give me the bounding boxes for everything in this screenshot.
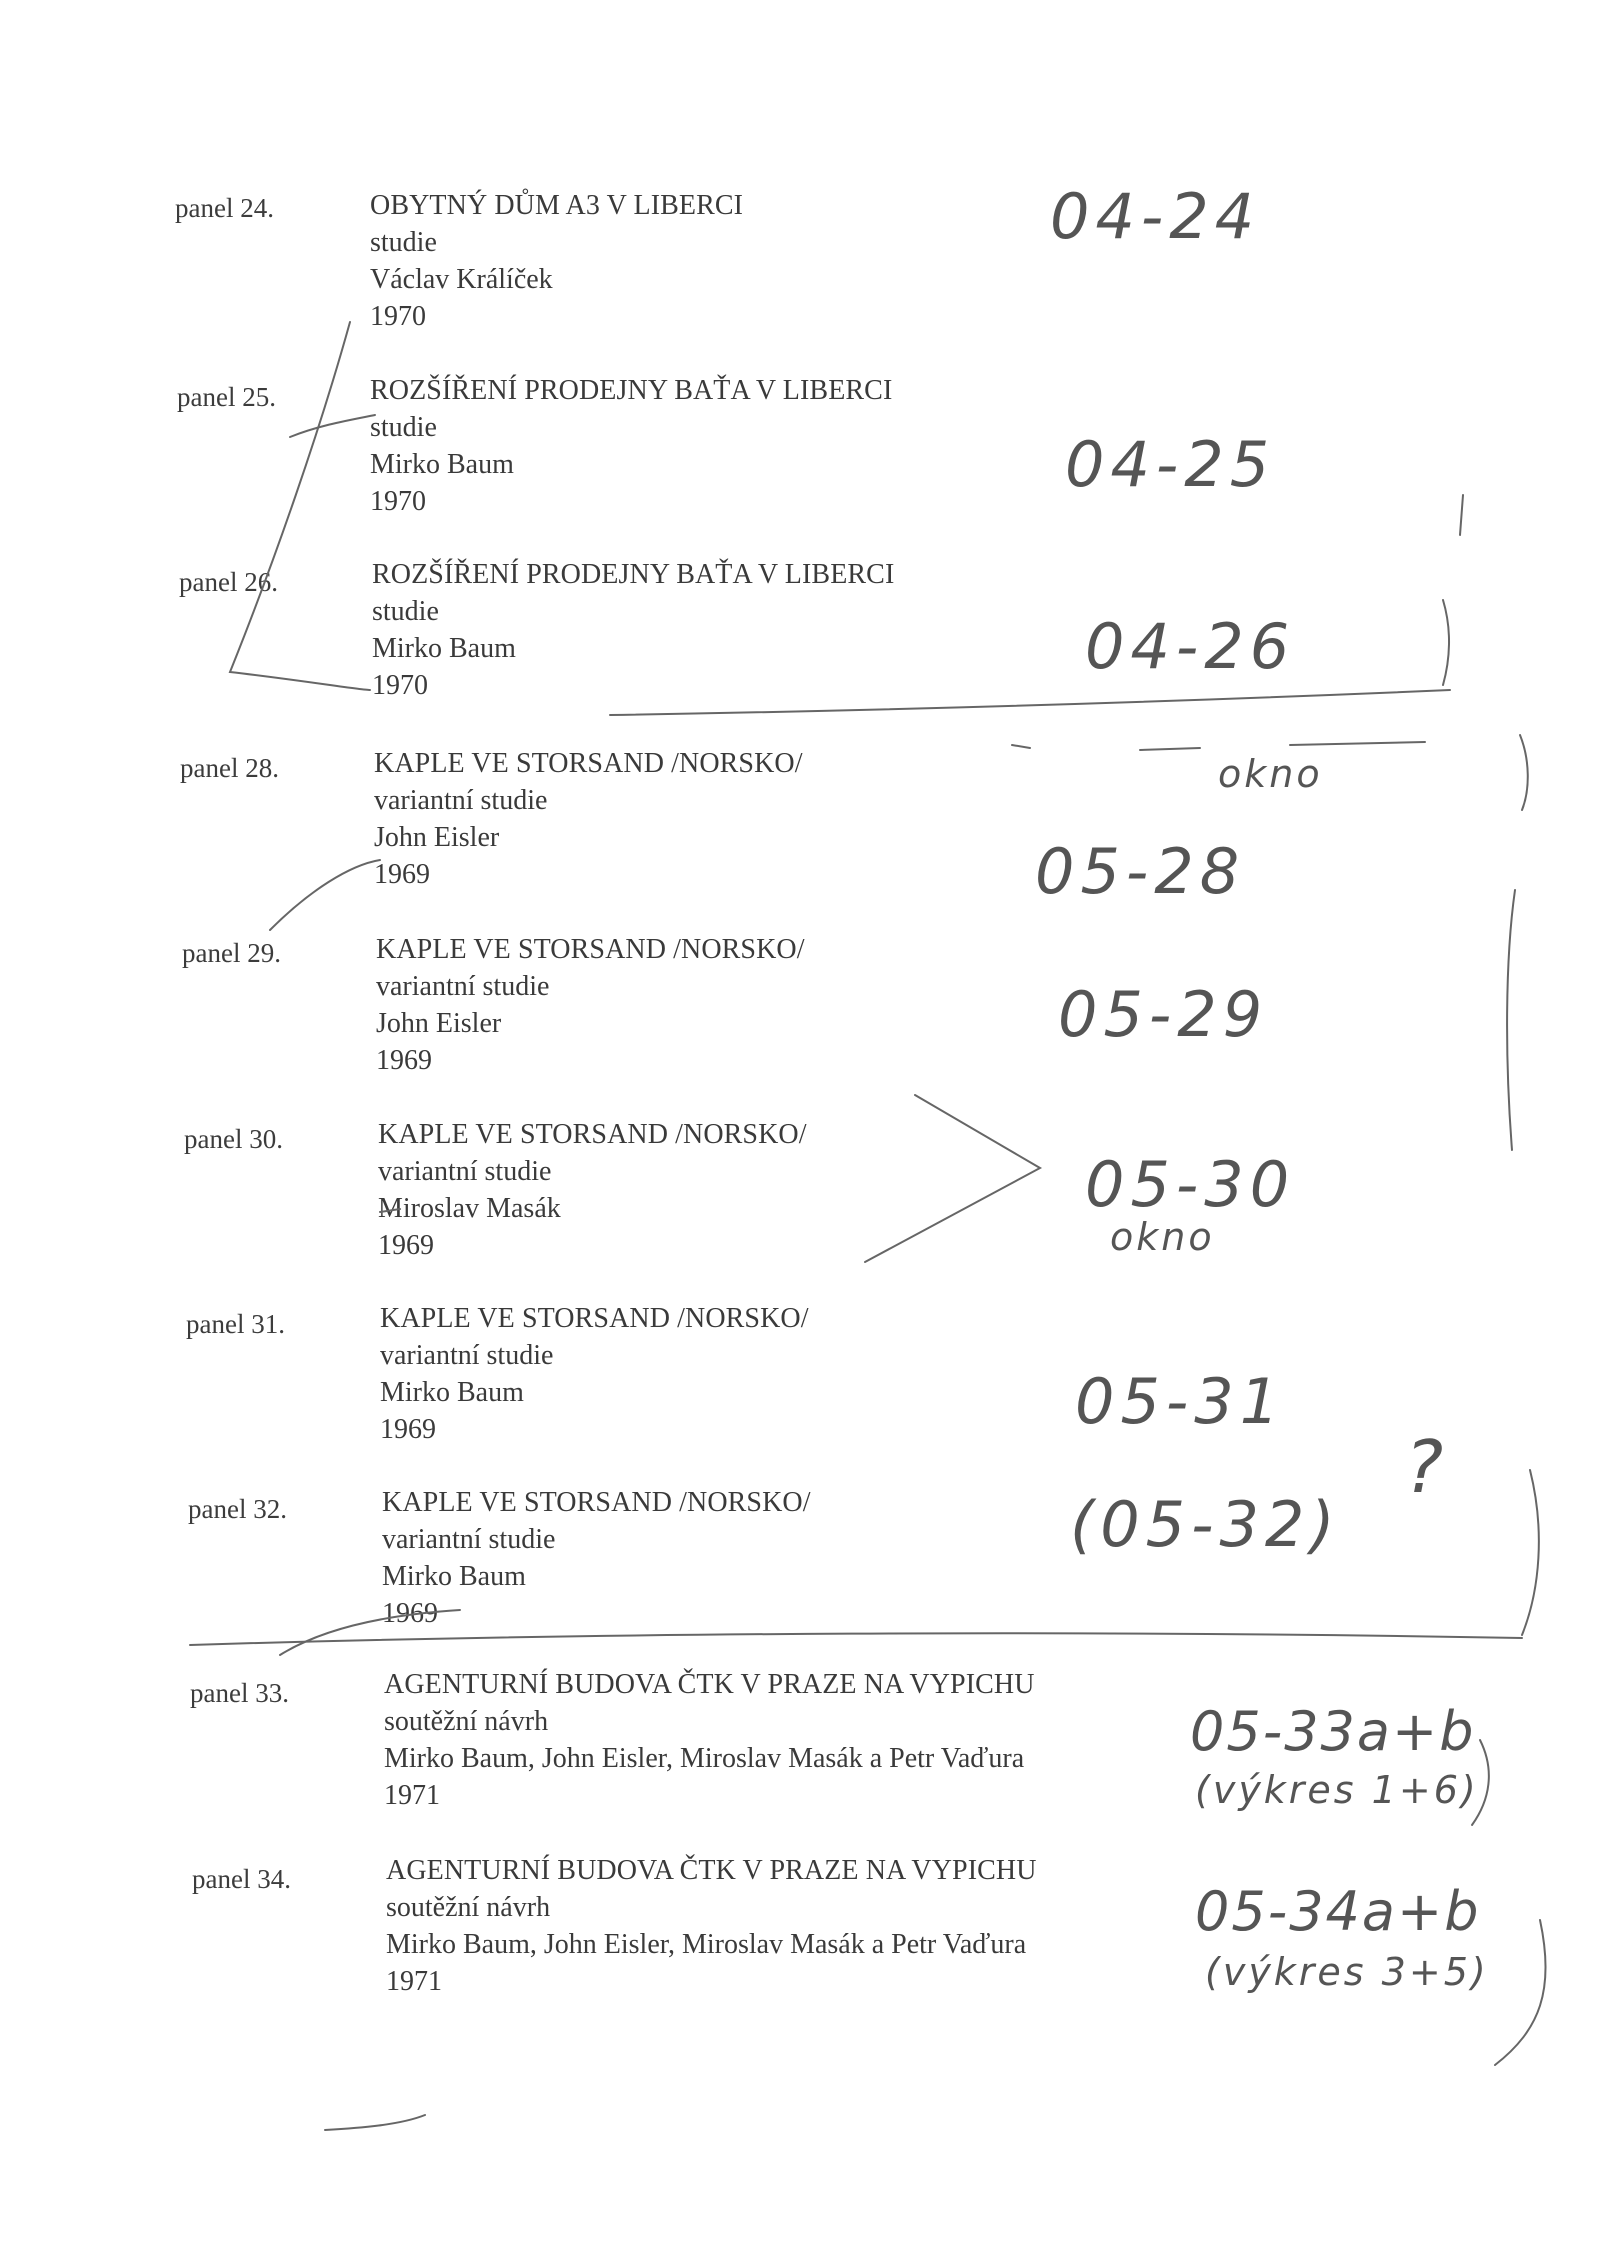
handwritten-code-25: 04-25 [1065, 428, 1276, 501]
handwritten-code-32: (05-32) [1070, 1488, 1341, 1561]
handwritten-code-29: 05-29 [1058, 978, 1269, 1051]
entry-year: 1971 [386, 1966, 442, 1997]
entry-year: 1971 [384, 1780, 440, 1811]
entry-year: 1970 [372, 670, 428, 701]
entry-title: KAPLE VE STORSAND /NORSKO/ [374, 748, 803, 779]
entry-type: soutěžní návrh [384, 1706, 549, 1737]
entry-type: variantní studie [374, 785, 548, 816]
entry-details [382, 1484, 811, 1632]
panel-number: panel 34. [192, 1864, 291, 1894]
handwritten-code-33: 05-33a+b [1190, 1700, 1476, 1763]
panel-number: panel 24. [175, 193, 274, 223]
panel-number: panel 26. [179, 567, 278, 597]
pencil-bracket-right-32 [1522, 1470, 1539, 1635]
panel-number: panel 33. [190, 1678, 289, 1708]
pencil-divider-32 [190, 1633, 1522, 1645]
panel-number: panel 29. [182, 938, 281, 968]
handwritten-question-mark: ? [1405, 1425, 1450, 1509]
entry-title: KAPLE VE STORSAND /NORSKO/ [382, 1487, 811, 1518]
entry-type: studie [370, 412, 437, 443]
entry-title: KAPLE VE STORSAND /NORSKO/ [378, 1119, 807, 1150]
handwritten-code-26: 04-26 [1085, 610, 1296, 683]
entry-details [374, 745, 803, 893]
pencil-tick-25 [290, 415, 375, 437]
entry-author: Mirko Baum [382, 1561, 526, 1592]
entry-author: Mirko Baum [372, 633, 516, 664]
entry-author: Václav Králíček [370, 264, 553, 295]
entry-year: 1969 [376, 1045, 432, 1076]
entry-author: Mirko Baum [370, 449, 514, 480]
entry-title: AGENTURNÍ BUDOVA ČTK V PRAZE NA VYPICHU [386, 1855, 1037, 1886]
entry-author: Mirko Baum [380, 1377, 524, 1408]
entry-year: 1969 [380, 1414, 436, 1445]
entry-type: studie [370, 227, 437, 258]
entry-type: variantní studie [382, 1524, 556, 1555]
pencil-tick-right-25 [1460, 495, 1463, 535]
entry-title: ROZŠÍŘENÍ PRODEJNY BAŤA V LIBERCI [370, 375, 893, 406]
pencil-dash-2 [1140, 748, 1200, 750]
handwritten-code-30: 05-30 [1085, 1148, 1296, 1221]
entry-author: John Eisler [374, 822, 500, 853]
pencil-bracket-right-29 [1507, 890, 1515, 1150]
entry-details [378, 1116, 807, 1264]
handwritten-code-28: 05-28 [1035, 835, 1246, 908]
entry-year: 1969 [378, 1230, 434, 1261]
handwritten-code-34: 05-34a+b [1195, 1880, 1481, 1943]
handwritten-note-33: (výkres 1+6) [1195, 1768, 1479, 1812]
entry-details [380, 1300, 809, 1448]
pencil-curve-28 [270, 860, 380, 930]
panel-number: panel 25. [177, 382, 276, 412]
handwritten-code-31: 05-31 [1075, 1365, 1286, 1438]
entry-author: Mirko Baum, John Eisler, Miroslav Masák a Petr Vaďura [384, 1743, 1025, 1774]
entry-year: 1969 [374, 859, 430, 890]
entry-details [370, 372, 892, 520]
panel-number: panel 32. [188, 1494, 287, 1524]
entry-title: AGENTURNÍ BUDOVA ČTK V PRAZE NA VYPICHU [384, 1669, 1035, 1700]
entry-author: John Eisler [376, 1008, 502, 1039]
panel-number: panel 31. [186, 1309, 285, 1339]
pencil-arrow-30 [865, 1095, 1040, 1262]
entry-type: soutěžní návrh [386, 1892, 551, 1923]
pencil-bracket-left [230, 322, 370, 690]
pencil-bracket-right-28 [1520, 735, 1528, 810]
pencil-bracket-right-34 [1495, 1920, 1546, 2065]
entry-title: KAPLE VE STORSAND /NORSKO/ [380, 1303, 809, 1334]
entry-details [372, 556, 894, 704]
entry-title: OBYTNÝ DŮM A3 V LIBERCI [370, 190, 744, 221]
entry-year: 1970 [370, 486, 426, 517]
entry-type: variantní studie [380, 1340, 554, 1371]
pencil-dash-3 [1290, 742, 1425, 745]
entry-author: Mirko Baum, John Eisler, Miroslav Masák a Petr Vaďura [386, 1929, 1027, 1960]
entry-details [384, 1666, 1035, 1814]
entry-author: Miroslav Masák [378, 1193, 561, 1224]
entry-title: ROZŠÍŘENÍ PRODEJNY BAŤA V LIBERCI [372, 559, 895, 590]
handwritten-code-24: 04-24 [1050, 180, 1261, 253]
entry-type: studie [372, 596, 439, 627]
panel-number: panel 28. [180, 753, 279, 783]
entry-title: KAPLE VE STORSAND /NORSKO/ [376, 934, 805, 965]
entry-year: 1970 [370, 301, 426, 332]
handwritten-note-okno-30: okno [1110, 1215, 1215, 1259]
entry-year: 1969 [382, 1598, 438, 1629]
entry-details [386, 1852, 1037, 2000]
handwritten-note-okno: okno [1218, 752, 1323, 796]
handwritten-note-34: (výkres 3+5) [1205, 1950, 1489, 1994]
entry-details [370, 187, 743, 335]
entry-type: variantní studie [376, 971, 550, 1002]
pencil-tick-right-26 [1443, 600, 1449, 685]
pencil-dash-1 [1012, 745, 1030, 748]
panel-number: panel 30. [184, 1124, 283, 1154]
entry-type: variantní studie [378, 1156, 552, 1187]
pencil-stray-bottom [325, 2115, 425, 2130]
entry-details [376, 931, 805, 1079]
